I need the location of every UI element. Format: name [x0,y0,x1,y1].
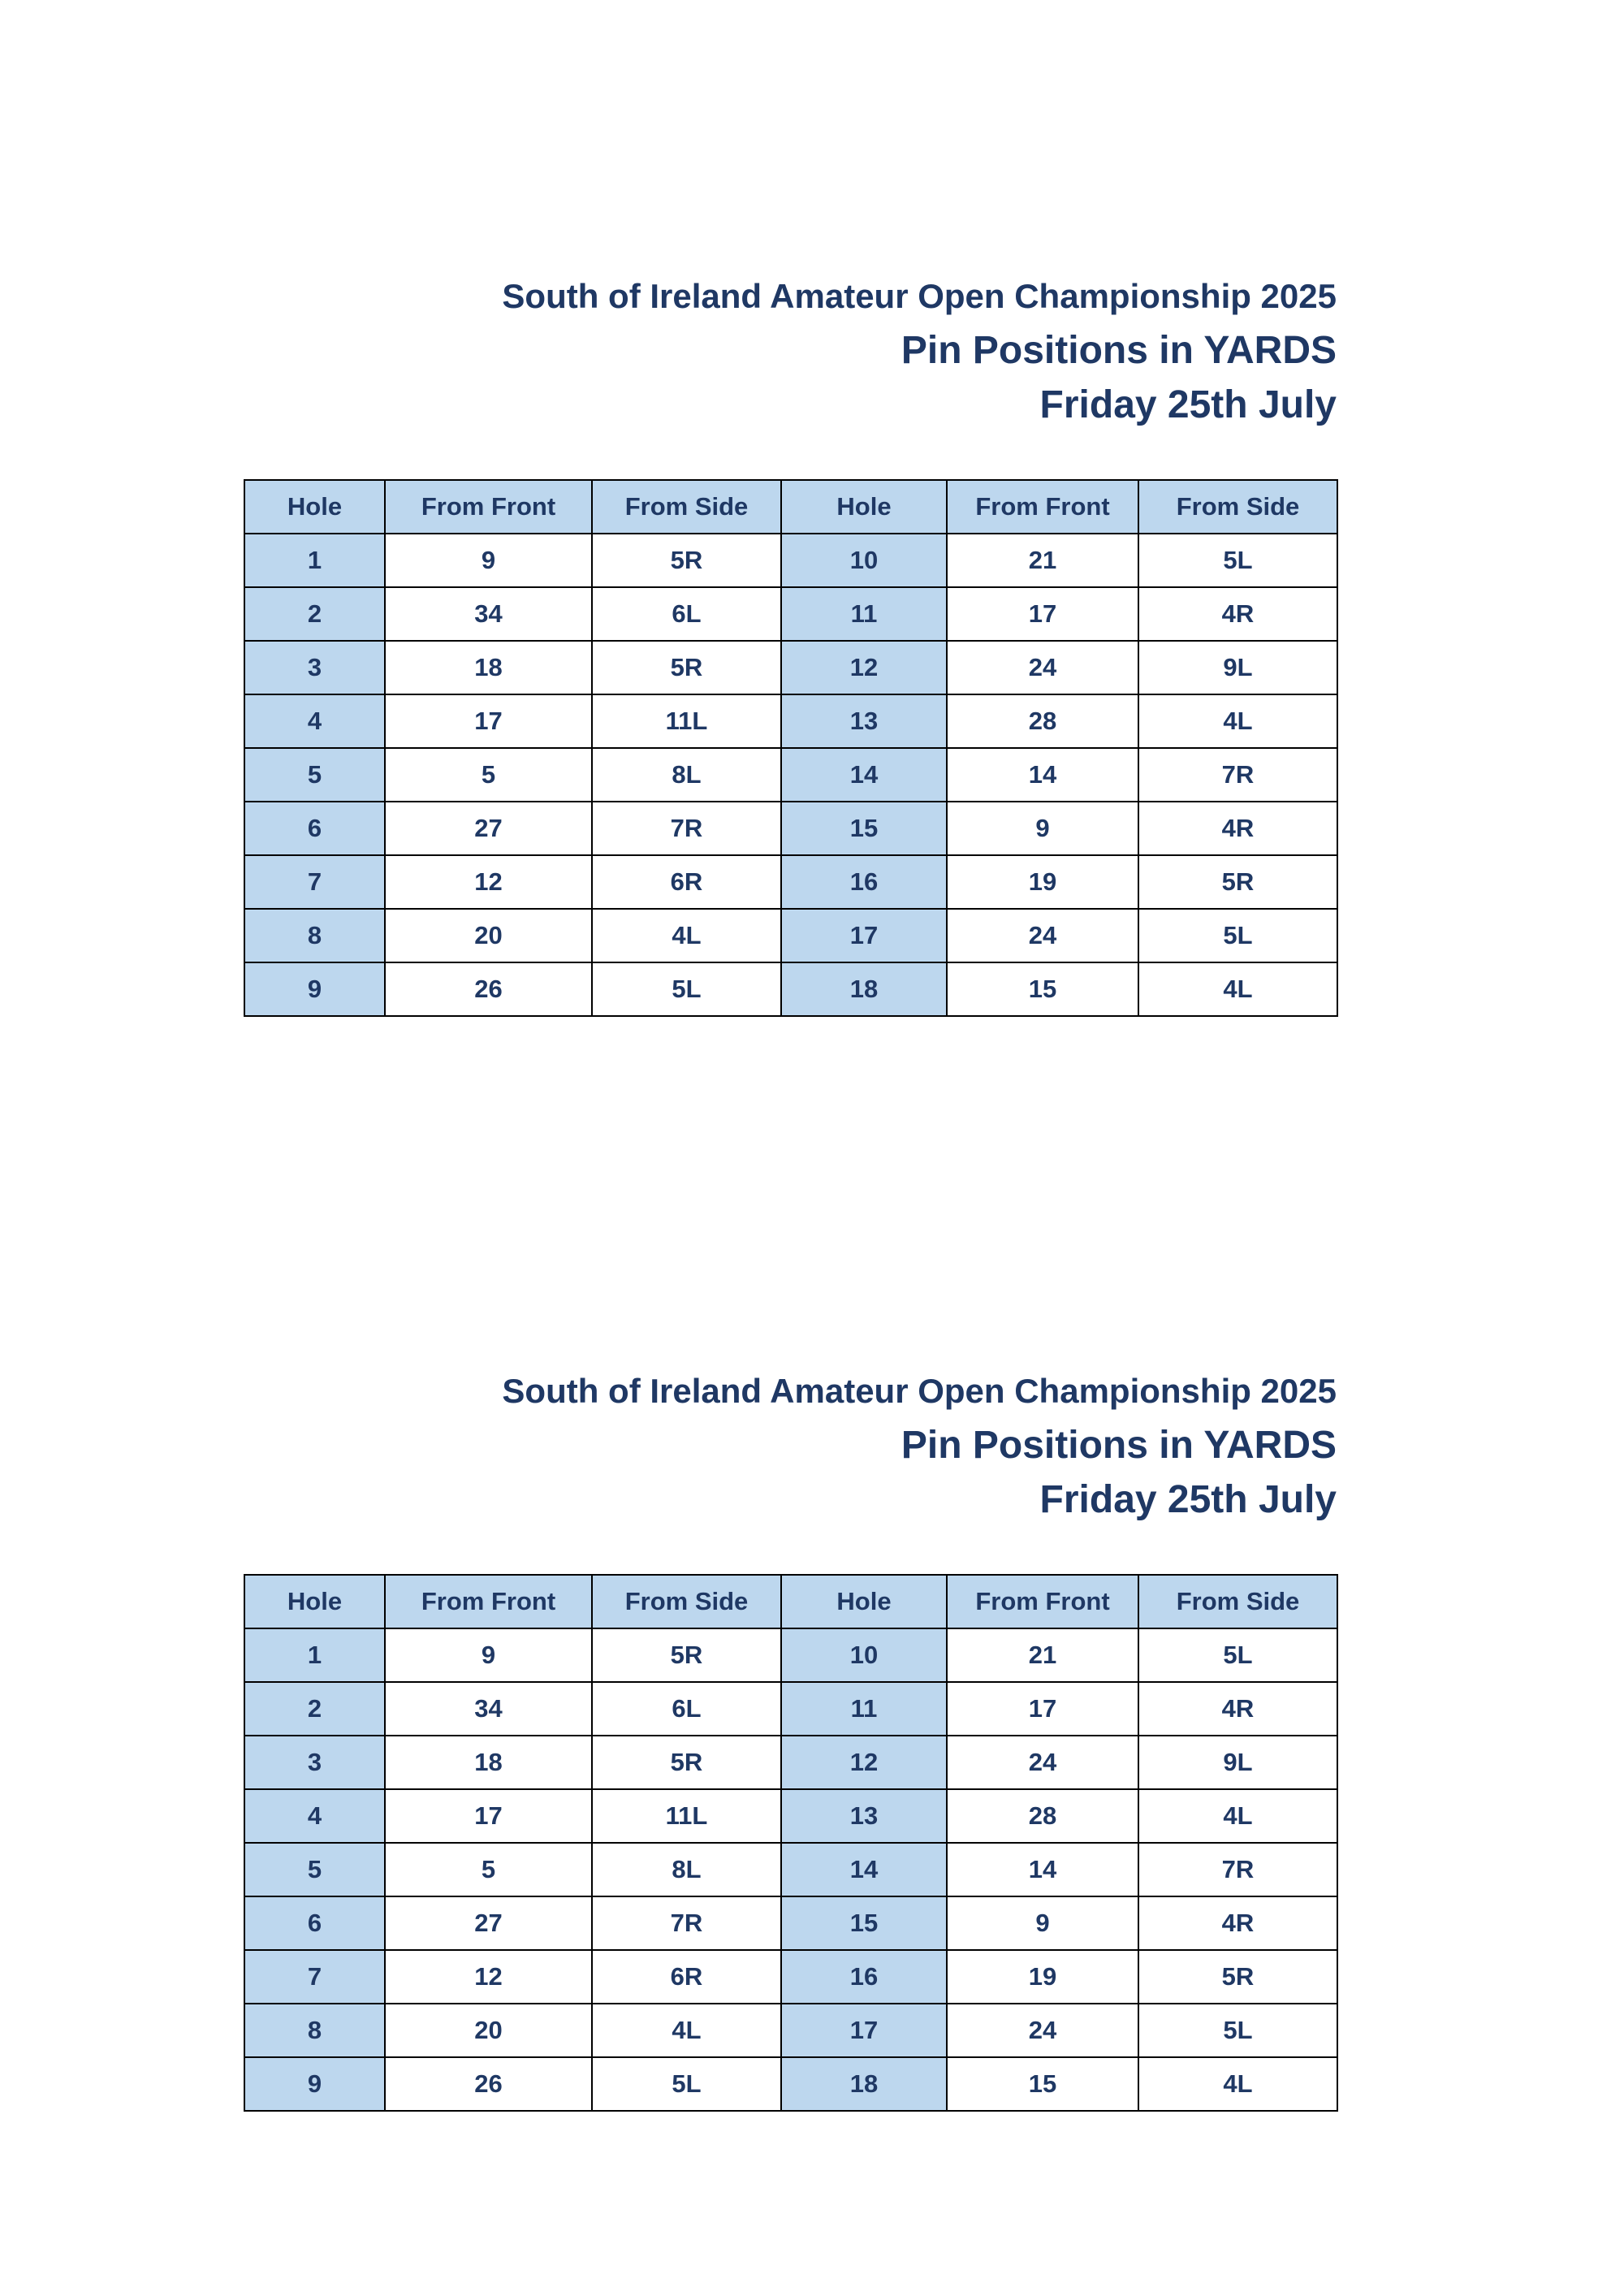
from-front-cell: 9 [947,1896,1138,1950]
from-side-cell: 4R [1138,802,1337,855]
table-row [244,2004,1337,2057]
hole-cell: 18 [781,2057,947,2111]
column-header: From Front [947,480,1138,534]
from-side-cell: 4L [1138,694,1337,748]
from-side-cell: 6R [592,855,781,909]
from-side-cell: 6L [592,587,781,641]
from-front-cell: 21 [947,534,1138,587]
table-row [244,2057,1337,2111]
hole-cell: 5 [244,1843,385,1896]
title-block [244,1364,1337,1527]
from-front-cell: 15 [947,2057,1138,2111]
from-front-cell: 24 [947,2004,1138,2057]
from-front-cell: 15 [947,962,1138,1016]
from-side-cell: 11L [592,694,781,748]
from-side-cell: 7R [592,1896,781,1950]
from-front-cell: 24 [947,909,1138,962]
pin-positions-section-top [244,270,1337,1017]
table-row [244,587,1337,641]
from-front-cell: 19 [947,1950,1138,2004]
hole-cell: 14 [781,748,947,802]
from-side-cell: 5L [1138,2004,1337,2057]
table-row [244,1628,1337,1682]
hole-cell: 8 [244,2004,385,2057]
from-front-cell: 20 [385,2004,592,2057]
from-front-cell: 28 [947,694,1138,748]
from-front-cell: 24 [947,1736,1138,1789]
from-side-cell: 5R [592,641,781,694]
hole-cell: 6 [244,802,385,855]
from-side-cell: 4R [1138,1682,1337,1736]
pin-positions-section-bottom [244,1364,1337,2112]
from-side-cell: 7R [1138,1843,1337,1896]
from-side-cell: 6R [592,1950,781,2004]
from-front-cell: 26 [385,2057,592,2111]
hole-cell: 12 [781,641,947,694]
column-header: Hole [244,480,385,534]
hole-cell: 13 [781,1789,947,1843]
table-row [244,1789,1337,1843]
championship-title: South of Ireland Amateur Open Championship 2025 [502,1372,1337,1410]
hole-cell: 1 [244,534,385,587]
header-row [244,480,1337,534]
table-row [244,1682,1337,1736]
column-header: From Side [592,1575,781,1628]
from-front-cell: 12 [385,1950,592,2004]
hole-cell: 9 [244,2057,385,2111]
date-line: Friday 25th July [1039,383,1337,426]
column-header: From Front [947,1575,1138,1628]
from-side-cell: 4L [592,2004,781,2057]
column-header: Hole [244,1575,385,1628]
table-row [244,855,1337,909]
table-row [244,534,1337,587]
from-front-cell: 17 [947,1682,1138,1736]
from-side-cell: 5R [1138,855,1337,909]
hole-cell: 9 [244,962,385,1016]
from-front-cell: 18 [385,641,592,694]
from-side-cell: 5R [1138,1950,1337,2004]
from-front-cell: 21 [947,1628,1138,1682]
hole-cell: 10 [781,1628,947,1682]
from-front-cell: 5 [385,1843,592,1896]
from-side-cell: 4L [592,909,781,962]
hole-cell: 14 [781,1843,947,1896]
pin-positions-table [244,479,1338,1017]
hole-cell: 10 [781,534,947,587]
from-front-cell: 5 [385,748,592,802]
hole-cell: 16 [781,855,947,909]
table-row [244,641,1337,694]
pin-positions-subtitle: Pin Positions in YARDS [901,329,1337,372]
hole-cell: 3 [244,641,385,694]
hole-cell: 17 [781,2004,947,2057]
from-side-cell: 5R [592,1628,781,1682]
from-side-cell: 4L [1138,1789,1337,1843]
hole-cell: 2 [244,587,385,641]
hole-cell: 6 [244,1896,385,1950]
column-header: From Side [1138,480,1337,534]
hole-cell: 8 [244,909,385,962]
pin-positions-table [244,1574,1338,2112]
column-header: Hole [781,480,947,534]
date-line: Friday 25th July [1039,1478,1337,1521]
from-front-cell: 9 [385,534,592,587]
hole-cell: 16 [781,1950,947,2004]
from-side-cell: 7R [1138,748,1337,802]
hole-cell: 4 [244,694,385,748]
table-row [244,962,1337,1016]
from-front-cell: 14 [947,748,1138,802]
hole-cell: 1 [244,1628,385,1682]
table-row [244,1736,1337,1789]
from-front-cell: 17 [947,587,1138,641]
hole-cell: 15 [781,802,947,855]
hole-cell: 3 [244,1736,385,1789]
hole-cell: 2 [244,1682,385,1736]
column-header: Hole [781,1575,947,1628]
pin-positions-subtitle: Pin Positions in YARDS [901,1424,1337,1467]
from-side-cell: 5L [1138,534,1337,587]
from-side-cell: 9L [1138,641,1337,694]
hole-cell: 18 [781,962,947,1016]
table-row [244,1896,1337,1950]
from-side-cell: 9L [1138,1736,1337,1789]
from-side-cell: 4R [1138,587,1337,641]
from-front-cell: 34 [385,587,592,641]
from-front-cell: 24 [947,641,1138,694]
from-side-cell: 5L [1138,1628,1337,1682]
table-row [244,909,1337,962]
hole-cell: 17 [781,909,947,962]
from-front-cell: 18 [385,1736,592,1789]
hole-cell: 12 [781,1736,947,1789]
table-body [244,1628,1337,2111]
hole-cell: 7 [244,855,385,909]
from-front-cell: 28 [947,1789,1138,1843]
column-header: From Side [592,480,781,534]
from-front-cell: 9 [385,1628,592,1682]
hole-cell: 15 [781,1896,947,1950]
hole-cell: 11 [781,587,947,641]
from-front-cell: 26 [385,962,592,1016]
from-side-cell: 8L [592,748,781,802]
table-row [244,1843,1337,1896]
column-header: From Front [385,480,592,534]
from-side-cell: 4L [1138,962,1337,1016]
table-row [244,694,1337,748]
from-side-cell: 11L [592,1789,781,1843]
from-side-cell: 5L [1138,909,1337,962]
hole-cell: 7 [244,1950,385,2004]
from-side-cell: 7R [592,802,781,855]
from-front-cell: 14 [947,1843,1138,1896]
hole-cell: 5 [244,748,385,802]
from-side-cell: 5L [592,2057,781,2111]
hole-cell: 13 [781,694,947,748]
from-front-cell: 17 [385,694,592,748]
header-row [244,1575,1337,1628]
hole-cell: 11 [781,1682,947,1736]
table-body [244,534,1337,1016]
from-side-cell: 4L [1138,2057,1337,2111]
column-header: From Side [1138,1575,1337,1628]
table-row [244,748,1337,802]
from-front-cell: 27 [385,802,592,855]
table-row [244,802,1337,855]
from-front-cell: 12 [385,855,592,909]
from-front-cell: 27 [385,1896,592,1950]
from-front-cell: 19 [947,855,1138,909]
from-front-cell: 9 [947,802,1138,855]
championship-title: South of Ireland Amateur Open Championship 2025 [502,277,1337,315]
from-front-cell: 34 [385,1682,592,1736]
from-side-cell: 5L [592,962,781,1016]
hole-cell: 4 [244,1789,385,1843]
title-block [244,270,1337,432]
from-front-cell: 20 [385,909,592,962]
from-side-cell: 8L [592,1843,781,1896]
from-side-cell: 6L [592,1682,781,1736]
from-side-cell: 5R [592,534,781,587]
table-row [244,1950,1337,2004]
from-side-cell: 5R [592,1736,781,1789]
from-side-cell: 4R [1138,1896,1337,1950]
from-front-cell: 17 [385,1789,592,1843]
column-header: From Front [385,1575,592,1628]
